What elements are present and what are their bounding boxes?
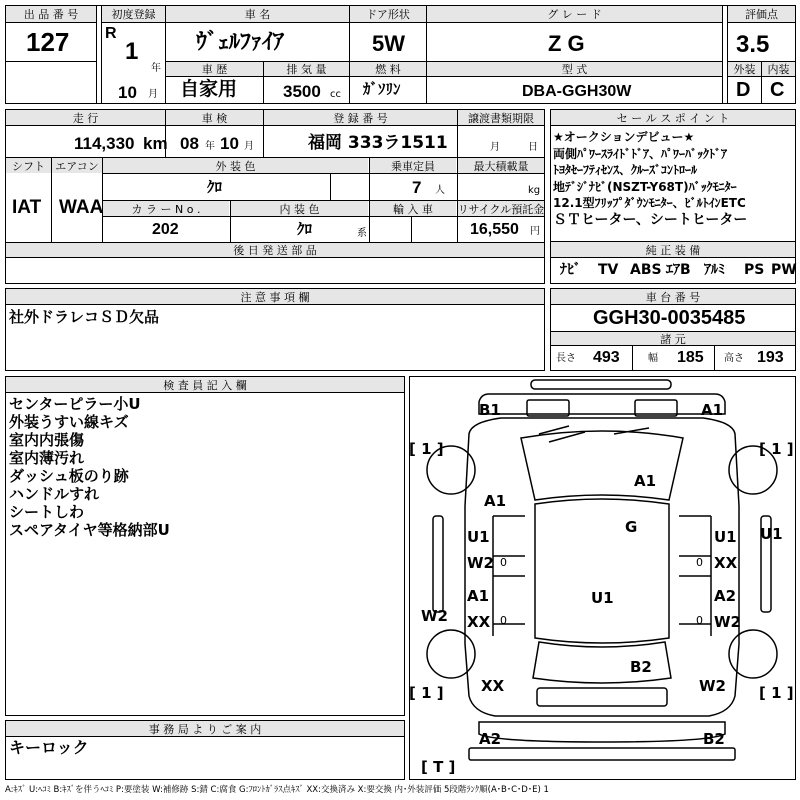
seats-unit: 人 <box>435 185 445 196</box>
inspector-note: 室内内張傷 <box>9 431 85 449</box>
inspector-note: センターピラー小U <box>9 395 141 413</box>
height-value: 193 <box>757 349 784 366</box>
shift-header: シフト <box>6 158 51 173</box>
damage-a1-front: A1 <box>701 401 724 419</box>
width-label: 幅 <box>648 353 658 364</box>
lot-number: 127 <box>26 27 70 57</box>
equip-abs: ABS <box>630 262 662 278</box>
inspector-note: 室内薄汚れ <box>9 449 85 467</box>
tire-rear-right: [ 1 ] <box>759 684 794 702</box>
reg-year: 1 <box>125 38 139 65</box>
door-header: ドア形状 <box>350 6 426 22</box>
ext-color-header: 外 装 色 <box>103 158 368 173</box>
door-type: 5W <box>372 31 405 56</box>
fuel-header: 燃 料 <box>350 62 426 76</box>
damage-u1-front-right: U1 <box>714 528 737 546</box>
inspector-note: ハンドルすれ <box>9 485 100 503</box>
damage-a2-rear-bumper: A2 <box>479 730 502 748</box>
interior-header: 内装 <box>762 62 795 76</box>
int-color-suffix: 系 <box>357 228 367 239</box>
first-reg-header: 初度登録 <box>102 6 165 22</box>
transfer-month-unit: 月 <box>490 142 500 153</box>
inspector-note: 外装うすい線キズ <box>9 413 129 431</box>
color-no-header: カ ラ ー N o . <box>103 201 229 216</box>
max-load-unit: kg <box>528 185 541 196</box>
sales-point: ﾄﾖﾀｾｰﾌﾃｨｾﾝｽ、ｸﾙｰｽﾞｺﾝﾄﾛｰﾙ <box>553 163 698 177</box>
int-color-value: ｸﾛ <box>297 220 313 238</box>
notes-header: 注 意 事 項 欄 <box>6 289 544 304</box>
tire-front-left: [ 1 ] <box>409 440 444 458</box>
inspector-header: 検 査 員 記 入 欄 <box>6 377 404 392</box>
sales-point: ＳＴヒーター、シートヒーター <box>553 211 748 228</box>
length-value: 493 <box>593 349 620 366</box>
sales-point: 12.1型ﾌﾘｯﾌﾟﾀﾞｳﾝﾓﾆﾀｰ、ﾋﾞﾙﾄｲﾝETC <box>553 196 746 210</box>
equip-tv: TV <box>598 262 619 278</box>
plate-header: 登 録 番 号 <box>264 110 457 125</box>
later-parts-header: 後 日 発 送 部 品 <box>6 243 544 257</box>
history-value: 自家用 <box>180 78 238 100</box>
damage-xx-rear: XX <box>481 677 505 695</box>
int-color-header: 内 装 色 <box>231 201 368 216</box>
damage-b1: B1 <box>479 401 501 419</box>
equip-ps: PS <box>744 262 765 278</box>
damage-xx-front-right: XX <box>714 554 738 572</box>
inspector-note: シートしわ <box>9 503 85 521</box>
damage-xx-rear-left: XX <box>467 613 491 631</box>
sales-point: ★オークションデビュー★ <box>553 130 695 144</box>
damage-w2-rear: W2 <box>699 677 726 695</box>
chassis-header: 車 台 番 号 <box>551 289 795 304</box>
history-header: 車 歴 <box>166 62 263 76</box>
mileage-value: 114,330 <box>74 134 135 153</box>
damage-a1-windshield: A1 <box>634 472 657 490</box>
tire-front-right: [ 1 ] <box>759 440 794 458</box>
grade-header: グ レ ー ド <box>427 6 722 22</box>
mileage-header: 走 行 <box>6 110 165 125</box>
shaken-year-unit: 年 <box>205 141 215 152</box>
ext-color-value: ｸﾛ <box>207 178 223 196</box>
recycle-value: 16,550 <box>470 221 519 238</box>
shaken-header: 車 検 <box>166 110 263 125</box>
legend: A:ｷｽﾞ U:ﾍｺﾐ B:ｷｽﾞを伴うﾍｺﾐ P:要塗装 W:補修跡 S:錆 C:腐食 G:ﾌﾛﾝﾄｶﾞﾗｽ点ｷｽﾞ XX:交換済み X:要交換 内･外装評価 5段階ﾗﾝｸ順(A･B･C･D･E) 1 <box>5 785 549 795</box>
fuel-value: ｶﾞｿﾘﾝ <box>363 80 401 98</box>
office-note: キーロック <box>9 738 89 757</box>
transfer-header: 譲渡書類期限 <box>458 110 544 125</box>
shaken-month-unit: 月 <box>244 141 254 152</box>
damage-u1-right: U1 <box>760 525 783 543</box>
damage-w2-left: W2 <box>421 607 448 625</box>
reg-month-unit: 月 <box>148 89 158 100</box>
damage-a2-rear-right: A2 <box>714 587 737 605</box>
reg-month: 10 <box>118 83 137 102</box>
equip-airbag: ｴｱB <box>666 262 691 278</box>
equip-pw: PW <box>771 262 797 278</box>
width-value: 185 <box>677 349 704 366</box>
height-label: 高さ <box>724 353 744 364</box>
seats-value: 7 <box>412 178 422 197</box>
damage-w2-front-left: W2 <box>467 554 494 572</box>
model-code-header: 型 式 <box>427 62 722 76</box>
shaken-year: 08 <box>180 134 199 153</box>
score-header: 評価点 <box>728 6 795 22</box>
model-code-value: DBA-GGH30W <box>522 83 632 100</box>
import-header: 輸 入 車 <box>370 201 456 216</box>
shift-value: IAT <box>12 197 42 218</box>
sales-points-list <box>553 129 795 228</box>
transfer-day-unit: 日 <box>528 142 538 153</box>
reg-era: R <box>105 25 117 42</box>
max-load-header: 最大積載量 <box>458 158 544 173</box>
damage-a1-rear-left: A1 <box>467 587 490 605</box>
damage-b2: B2 <box>630 658 652 676</box>
damage-a1-hood: A1 <box>484 492 507 510</box>
lot-no-header: 出 品 番 号 <box>6 6 96 22</box>
score-value: 3.5 <box>736 31 770 58</box>
damage-u1-roof: U1 <box>591 589 614 607</box>
displacement-unit: cc <box>330 89 341 100</box>
exterior-header: 外装 <box>728 62 761 76</box>
tire-rear-left: [ 1 ] <box>409 684 444 702</box>
aircon-value: WAA <box>59 197 104 218</box>
inspector-note: スペアタイヤ等格納部U <box>9 521 170 539</box>
car-damage-diagram <box>409 376 796 780</box>
genuine-header: 純 正 装 備 <box>551 242 795 257</box>
notes-text: 社外ドラレコＳＤ欠品 <box>9 308 160 326</box>
equip-alloy: ｱﾙﾐ <box>704 262 725 278</box>
aircon-header: エアコン <box>52 158 102 173</box>
mileage-unit: km <box>143 134 168 153</box>
seats-header: 乗車定員 <box>370 158 456 173</box>
spare-tire: [ T ] <box>421 758 456 776</box>
damage-zero-2: 0 <box>696 556 703 569</box>
sales-point: 両側ﾊﾟﾜｰｽﾗｲﾄﾞﾄﾞｱ、ﾊﾟﾜｰﾊﾞｯｸﾄﾞｱ <box>553 146 728 161</box>
sales-point: 地ﾃﾞｼﾞﾅﾋﾞ(NSZT-Y68T)ﾊﾞｯｸﾓﾆﾀｰ <box>553 179 737 194</box>
grade-value: Z G <box>548 31 585 56</box>
recycle-unit: 円 <box>530 226 540 237</box>
inspector-note: ダッシュ板のり跡 <box>9 467 129 485</box>
dimensions-header: 諸 元 <box>551 332 795 345</box>
shaken-month: 10 <box>220 134 239 153</box>
damage-g: G <box>625 518 638 536</box>
displacement-value: 3500 <box>283 82 321 101</box>
color-no-value: 202 <box>152 221 179 238</box>
chassis-number: GGH30-0035485 <box>593 307 746 329</box>
interior-grade: C <box>770 79 785 101</box>
office-header: 事 務 局 よ り ご 案 内 <box>6 721 404 736</box>
sales-points-header: セ ー ル ス ポ イ ン ト <box>551 110 795 125</box>
damage-zero-3: 0 <box>500 614 507 627</box>
displacement-header: 排 気 量 <box>264 62 349 76</box>
reg-year-unit: 年 <box>151 63 161 74</box>
equip-navi: ﾅﾋﾞ <box>560 262 581 278</box>
plate-value: 福岡 333ラ1511 <box>308 133 448 153</box>
car-name: ｳﾞｪﾙﾌｧｲｱ <box>196 30 285 55</box>
damage-b2-rear-bumper: B2 <box>703 730 725 748</box>
damage-zero-4: 0 <box>696 614 703 627</box>
damage-w2-rear-right: W2 <box>714 613 741 631</box>
car-name-header: 車 名 <box>166 6 349 22</box>
exterior-grade: D <box>736 79 751 101</box>
length-label: 長さ <box>556 353 576 364</box>
recycle-header: リサイクル預託金 <box>457 202 545 216</box>
inspector-notes <box>9 395 170 539</box>
damage-zero-1: 0 <box>500 556 507 569</box>
damage-u1-front-left: U1 <box>467 528 490 546</box>
